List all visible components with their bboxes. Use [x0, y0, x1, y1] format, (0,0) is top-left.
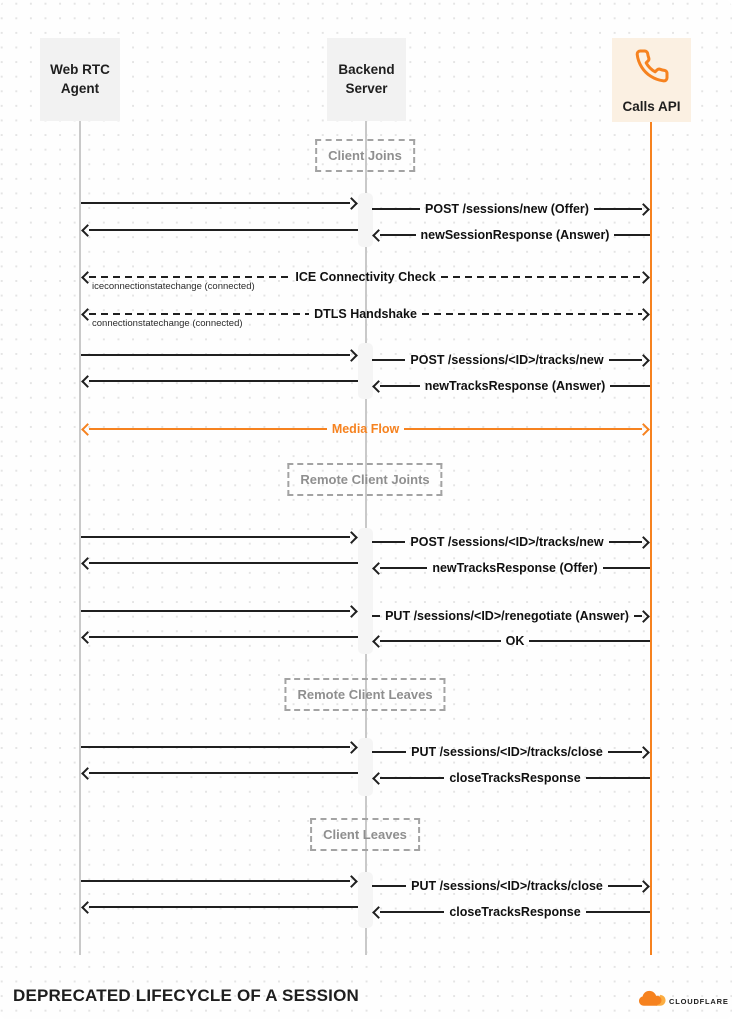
arrow-backend-to-agent — [81, 899, 358, 915]
actor-web-rtc-agent — [40, 38, 120, 121]
section-client-joins: Client Joins — [315, 139, 415, 172]
arrow-agent-to-backend — [81, 603, 358, 619]
msg-put-tracks-close: PUT /sessions/<ID>/tracks/close — [372, 878, 650, 894]
msg-post-tracks-new: POST /sessions/<ID>/tracks/new — [372, 534, 650, 550]
msg-dtls-handshake: DTLS Handshake — [81, 306, 650, 322]
msg-new-tracks-response-answer: newTracksResponse (Answer) — [372, 378, 650, 394]
msg-put-tracks-close: PUT /sessions/<ID>/tracks/close — [372, 744, 650, 760]
actor-label: Calls API — [622, 98, 681, 114]
activation-bar — [358, 193, 373, 247]
diagram-title: DEPRECATED LIFECYCLE OF A SESSION — [13, 986, 360, 1005]
arrow-backend-to-agent — [81, 629, 358, 645]
section-remote-client-joints: Remote Client Joints — [287, 463, 442, 496]
cloudflare-logo — [639, 990, 729, 1013]
arrow-agent-to-backend — [81, 347, 358, 363]
arrow-backend-to-agent — [81, 373, 358, 389]
msg-ok: OK — [372, 633, 650, 649]
msg-post-tracks-new: POST /sessions/<ID>/tracks/new — [372, 352, 650, 368]
section-client-leaves: Client Leaves — [310, 818, 420, 851]
arrow-agent-to-backend — [81, 529, 358, 545]
cloudflare-cloud-icon — [639, 990, 666, 1013]
actor-label: Agent — [60, 80, 100, 96]
msg-put-renegotiate: PUT /sessions/<ID>/renegotiate (Answer) — [372, 608, 650, 624]
actor-label: Web RTC — [50, 61, 110, 77]
note-ice-state-change: iceconnectionstatechange (connected) — [92, 281, 255, 292]
activation-bar — [358, 528, 373, 654]
msg-ice-connectivity-check: ICE Connectivity Check — [81, 269, 650, 285]
msg-post-sessions-new: POST /sessions/new (Offer) — [372, 201, 650, 217]
actor-label: Backend — [338, 61, 395, 77]
activation-bar — [358, 872, 373, 928]
arrow-agent-to-backend — [81, 873, 358, 889]
arrow-backend-to-agent — [81, 765, 358, 781]
msg-new-session-response: newSessionResponse (Answer) — [372, 227, 650, 243]
activation-bar — [358, 343, 373, 399]
section-remote-client-leaves: Remote Client Leaves — [284, 678, 445, 711]
arrow-backend-to-agent — [81, 222, 358, 238]
actor-calls-api — [612, 38, 691, 122]
msg-close-tracks-response: closeTracksResponse — [372, 770, 650, 786]
actor-label: Server — [345, 80, 388, 96]
cloudflare-wordmark: CLOUDFLARE — [669, 997, 729, 1006]
msg-media-flow: Media Flow — [81, 421, 650, 437]
phone-icon — [634, 48, 670, 90]
activation-bar — [358, 738, 373, 796]
arrow-agent-to-backend — [81, 195, 358, 211]
arrow-backend-to-agent — [81, 555, 358, 571]
msg-close-tracks-response: closeTracksResponse — [372, 904, 650, 920]
note-connection-state-change: connectionstatechange (connected) — [92, 318, 243, 329]
arrow-agent-to-backend — [81, 739, 358, 755]
msg-new-tracks-response-offer: newTracksResponse (Offer) — [372, 560, 650, 576]
actor-backend-server — [327, 38, 406, 121]
lifeline-calls-api — [650, 122, 652, 955]
